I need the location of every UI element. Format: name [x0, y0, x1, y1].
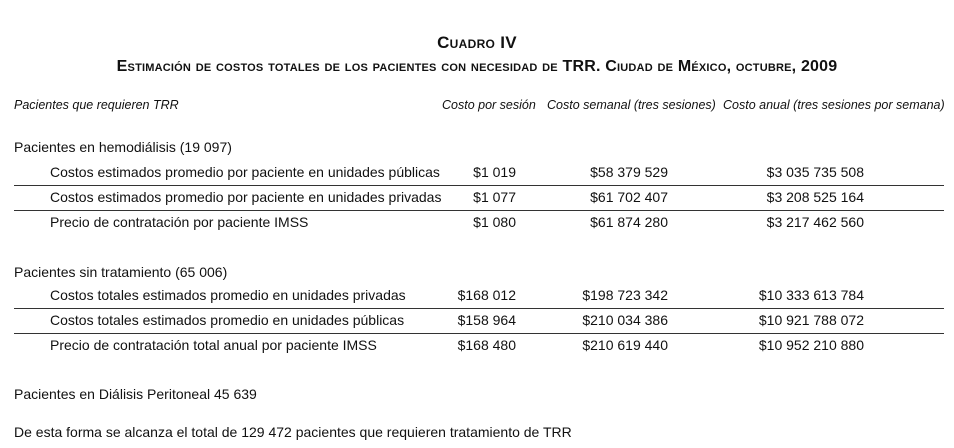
table-row: [14, 186, 944, 211]
table-row: [14, 334, 944, 358]
cell-annual: $3 217 462 560: [766, 214, 864, 230]
cell-annual: $3 035 735 508: [766, 164, 864, 180]
cell-annual: $10 952 210 880: [758, 337, 864, 353]
cell-weekly: $58 379 529: [590, 164, 668, 180]
cell-weekly: $210 619 440: [582, 337, 668, 353]
header-annual-cost: Costo anual (tres sesiones por semana): [723, 98, 945, 112]
note-peritoneal: Pacientes en Diálisis Peritoneal 45 639: [14, 386, 257, 402]
cell-session: $168 480: [457, 337, 516, 353]
table-row: [14, 161, 944, 186]
cell-annual: $3 208 525 164: [766, 189, 864, 205]
cell-session: $168 012: [457, 287, 516, 303]
section-title: Pacientes sin tratamiento (65 006): [14, 264, 228, 280]
cell-weekly: $61 874 280: [590, 214, 668, 230]
cell-weekly: $210 034 386: [582, 312, 668, 328]
table-title: Cuadro IV: [437, 33, 517, 52]
header-patients: Pacientes que requieren TRR: [14, 98, 179, 112]
cell-session: $158 964: [457, 312, 516, 328]
row-label: Precio de contratación por paciente IMSS: [50, 214, 309, 230]
table-subtitle: Estimación de costos totales de los pacientes con necesidad de TRR. Ciudad de México, octubre, 2009: [116, 58, 838, 75]
cell-annual: $10 333 613 784: [758, 287, 864, 303]
row-label: Costos estimados promedio por paciente en unidades públicas: [50, 164, 440, 180]
table-row: [14, 211, 944, 235]
table-row: [14, 309, 944, 334]
section-title: Pacientes en hemodiálisis (19 097): [14, 139, 232, 155]
cell-weekly: $61 702 407: [590, 189, 668, 205]
row-label: Costos totales estimados promedio en unidades públicas: [50, 312, 405, 328]
row-label: Costos totales estimados promedio en unidades privadas: [50, 287, 406, 303]
header-cost-per-session: Costo por sesión: [442, 98, 536, 112]
cell-session: $1 077: [473, 189, 516, 205]
cell-session: $1 019: [473, 164, 516, 180]
header-weekly-cost: Costo semanal (tres sesiones): [547, 98, 716, 112]
cell-session: $1 080: [473, 214, 516, 230]
row-label: Costos estimados promedio por paciente en unidades privadas: [50, 189, 442, 205]
note-total: De esta forma se alcanza el total de 129 472 pacientes que requieren tratamiento de TRR: [14, 424, 572, 440]
table-row: [14, 284, 944, 309]
row-label: Precio de contratación total anual por paciente IMSS: [50, 337, 377, 353]
cell-weekly: $198 723 342: [582, 287, 668, 303]
cell-annual: $10 921 788 072: [758, 312, 864, 328]
